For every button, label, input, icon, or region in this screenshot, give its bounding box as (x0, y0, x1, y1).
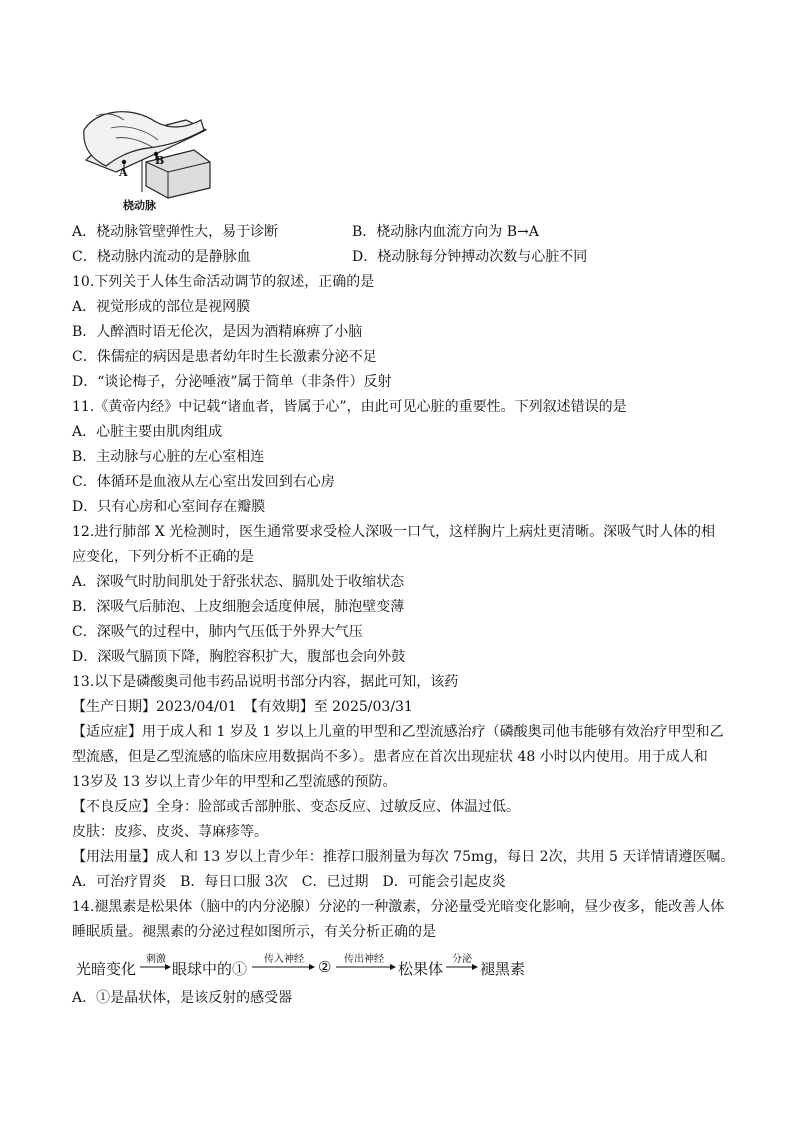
q9-option-b: B．桡动脉内血流方向为 B→A (352, 224, 539, 240)
q9-option-d: D．桡动脉每分钟搏动次数与心脏不同 (352, 249, 588, 265)
validity-value: 至 2025/03/31 (313, 699, 413, 715)
q13-stem: 13.以下是磷酸奥司他韦药品说明书部分内容，据此可知，该药 (72, 674, 459, 690)
indication-text-1: 用于成人和 1 岁及 1 岁以上儿童的甲型和乙型流感治疗（磷酸奥司他韦能够有效治疗甲型和乙 (142, 724, 724, 740)
q10-option-d: D．“谈论梅子，分泌唾液”属于简单（非条件）反射 (72, 374, 392, 390)
q11-stem: 11.《黄帝内经》中记载“诸血者，皆属于心”，由此可见心脏的重要性。下列叙述错误的是 (72, 399, 627, 415)
q11-option-c: C．体循环是血液从左心室出发回到右心房 (72, 474, 335, 490)
q14-stem-line-1: 14.褪黑素是松果体（脑中的内分泌腺）分泌的一种激素，分泌量受光暗变化影响，昼少夜多，能改善人体 (72, 899, 725, 915)
q10-option-c: C．侏儒症的病因是患者幼年时生长激素分泌不足 (72, 349, 377, 365)
q9-option-c: C．桡动脉内流动的是静脉血 (72, 249, 251, 265)
q12-option-a: A．深吸气时肋间肌处于舒张状态、膈肌处于收缩状态 (72, 574, 405, 590)
figure-caption: 桡动脉 (123, 199, 156, 212)
q12-option-d: D．深吸气膈顶下降，胸腔容积扩大，腹部也会向外鼓 (72, 649, 406, 665)
q14-stem-line-2: 睡眠质量。褪黑素的分泌过程如图所示，有关分析正确的是 (72, 924, 436, 940)
flow-node-center: ② (318, 958, 332, 976)
figure-label-b: B (155, 154, 165, 167)
q11-option-b: B．主动脉与心脏的左心室相连 (72, 449, 265, 465)
flow-arrow-label-secrete: 分泌 (452, 954, 472, 965)
q11-option-a: A．心脏主要由肌肉组成 (72, 424, 223, 440)
flow-node-eye: 眼球中的① (172, 960, 248, 978)
validity-label: 【有效期】 (250, 699, 314, 715)
figure-label-a: A (119, 166, 128, 179)
q12-option-c: C．深吸气的过程中，肺内气压低于外界大气压 (72, 624, 363, 640)
production-date-label: 【生产日期】 (72, 699, 156, 715)
q13-options: A．可治疗胃炎 B．每日口服 3次 C．已过期 D．可能会引起皮炎 (72, 874, 506, 890)
q12-stem-line-1: 12.进行肺部 X 光检测时，医生通常要求受检人深吸一口气，这样胸片上病灶更清晰。深吸气时人体的相 (72, 524, 716, 540)
q12-stem-line-2: 应变化，下列分析不正确的是 (72, 549, 254, 565)
q12-option-b: B．深吸气后肺泡、上皮细胞会适度伸展，肺泡壁变薄 (72, 599, 405, 615)
flow-node-pineal: 松果体 (398, 960, 444, 978)
production-date-value: 2023/04/01 (156, 699, 237, 715)
q13-indication-line-3: 13岁及 13 岁以上青少年的甲型和乙型流感的预防。 (72, 774, 397, 790)
q14-option-a: A．①是晶状体，是该反射的感受器 (72, 990, 293, 1006)
adverse-label: 【不良反应】 (72, 799, 156, 815)
flow-arrow-label-stimulate: 刺激 (146, 954, 166, 965)
q13-adverse-line-2: 皮肤：皮疹、皮炎、荨麻疹等。 (72, 824, 268, 840)
flow-node-melatonin: 褪黑素 (480, 960, 526, 978)
flow-arrow-label-efferent: 传出神经 (344, 954, 384, 965)
dosage-text: 成人和 13 岁以上青少年：推荐口服剂量为每次 75mg，每日 2次，共用 5 天详情请遵医嘱。 (156, 849, 735, 865)
q10-option-a: A．视觉形成的部位是视网膜 (72, 299, 251, 315)
q13-indication-line-2: 型流感，但是乙型流感的临床应用数据尚不多）。患者应在首次出现症状 48 小时以内使用。用于成人和 (72, 749, 708, 765)
indication-label: 【适应症】 (72, 724, 142, 740)
q11-option-d: D．只有心房和心室间存在瓣膜 (72, 499, 266, 515)
q10-option-b: B．人醉酒时语无伦次，是因为酒精麻痹了小脑 (72, 324, 363, 340)
q10-stem: 10.下列关于人体生命活动调节的叙述，正确的是 (72, 274, 375, 290)
q9-option-a: A．桡动脉管壁弹性大，易于诊断 (72, 224, 279, 240)
dosage-label: 【用法用量】 (72, 849, 156, 865)
flow-arrow-label-afferent: 传入神经 (264, 954, 304, 965)
flow-node-light-change: 光暗变化 (76, 960, 137, 978)
adverse-text-1: 全身：脸部或舌部肿胀、变态反应、过敏反应、体温过低。 (156, 799, 520, 815)
